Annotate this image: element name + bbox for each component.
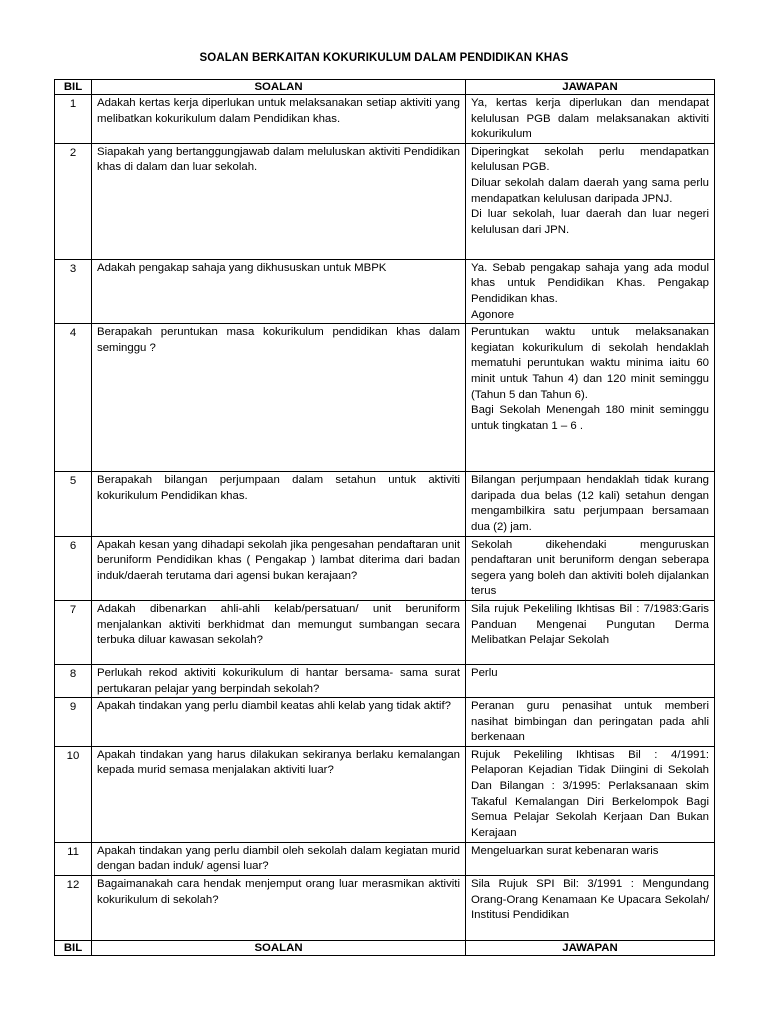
row-soalan: Apakah tindakan yang harus dilakukan sekiranya berlaku kemalangan kepada murid semasa menjalakan aktiviti luar?: [92, 746, 466, 842]
jawapan-line: Sila Rujuk SPI Bil: 3/1991 : Mengundang Orang-Orang Kenamaan Ke Upacara Sekolah/ Institusi Pendidikan: [471, 878, 709, 922]
table-row: [55, 746, 715, 842]
jawapan-line: Agonore: [471, 308, 515, 321]
row-jawapan: [466, 143, 715, 259]
jawapan-line: Di luar sekolah, luar daerah dan luar negeri kelulusan dari JPN.: [471, 208, 709, 236]
jawapan-line: Diperingkat sekolah perlu mendapatkan kelulusan PGB.: [471, 145, 709, 174]
table-row: [55, 95, 715, 144]
row-jawapan: [466, 324, 715, 472]
table-body: [55, 95, 715, 941]
header-jawapan: JAWAPAN: [466, 80, 715, 95]
row-bil: 6: [55, 536, 92, 600]
row-soalan: Berapakah bilangan perjumpaan dalam setahun untuk aktiviti kokurikulum Pendidikan khas.: [92, 472, 466, 536]
header-bil: BIL: [55, 80, 92, 95]
table-row: [55, 536, 715, 600]
jawapan-line: Sila rujuk Pekeliling Ikhtisas Bil : 7/1983:Garis Panduan Mengenai Pungutan Derma Melibatkan Pelajar Sekolah: [471, 602, 709, 647]
jawapan-line: Perlu: [471, 666, 498, 679]
jawapan-line: Bilangan perjumpaan hendaklah tidak kurang daripada dua belas (12 kali) setahun dengan mengambilkira satu perjumpaan bersamaan dua (2) jam.: [471, 474, 709, 533]
footer-jawapan: JAWAPAN: [466, 941, 715, 956]
footer-soalan: SOALAN: [92, 941, 466, 956]
row-jawapan: [466, 746, 715, 842]
row-jawapan: [466, 664, 715, 697]
row-bil: 2: [55, 143, 92, 259]
qa-table: [54, 79, 715, 956]
row-bil: 7: [55, 600, 92, 664]
page-title: SOALAN BERKAITAN KOKURIKULUM DALAM PENDIDIKAN KHAS: [199, 52, 569, 64]
row-jawapan: [466, 259, 715, 323]
row-soalan: Bagaimanakah cara hendak menjemput orang luar merasmikan aktiviti kokurikulum di sekolah?: [92, 876, 466, 941]
row-soalan: Siapakah yang bertanggungjawab dalam meluluskan aktiviti Pendidikan khas di dalam dan luar sekolah.: [92, 143, 466, 259]
row-jawapan: [466, 536, 715, 600]
jawapan-line: Ya, kertas kerja diperlukan dan mendapat kelulusan PGB dalam melaksanakan aktiviti kokurikulum: [471, 97, 709, 141]
row-bil: 11: [55, 842, 92, 875]
row-bil: 1: [55, 95, 92, 144]
row-jawapan: [466, 600, 715, 664]
row-soalan: Apakah tindakan yang perlu diambil keatas ahli kelab yang tidak aktif?: [92, 698, 466, 747]
row-jawapan: [466, 95, 715, 144]
row-bil: 12: [55, 876, 92, 941]
table-row: [55, 664, 715, 697]
table-row: [55, 259, 715, 323]
row-jawapan: [466, 698, 715, 747]
table-row: [55, 143, 715, 259]
row-bil: 3: [55, 259, 92, 323]
row-bil: 8: [55, 664, 92, 697]
table-row: [55, 472, 715, 536]
row-soalan: Apakah tindakan yang perlu diambil oleh sekolah dalam kegiatan murid dengan badan induk/ agensi luar?: [92, 842, 466, 875]
row-soalan: Berapakah peruntukan masa kokurikulum pendidikan khas dalam seminggu ?: [92, 324, 466, 472]
table-row: [55, 876, 715, 941]
table-row: [55, 842, 715, 875]
jawapan-line: Sekolah dikehendaki menguruskan pendaftaran unit beruniform dengan seberapa segera yang boleh dan aktiviti boleh dijalankan terus: [471, 538, 709, 598]
jawapan-line: Ya. Sebab pengakap sahaja yang ada modul khas untuk Pendidikan Khas. Pengakap Pendidikan khas.: [471, 261, 709, 305]
row-bil: 9: [55, 698, 92, 747]
row-jawapan: [466, 876, 715, 941]
table-row: [55, 600, 715, 664]
jawapan-line: Peruntukan waktu untuk melaksanakan kegiatan kokurikulum di sekolah hendaklah mematuhi peruntukan waktu minima iaitu 60 minit untuk Tahun 4) dan 120 minit seminggu (Tahun 5 dan Tahun 6).: [471, 326, 709, 401]
row-soalan: Adakah kertas kerja diperlukan untuk melaksanakan setiap aktiviti yang melibatkan kokurikulum dalam Pendidikan khas.: [92, 95, 466, 144]
row-jawapan: [466, 472, 715, 536]
jawapan-line: Bagi Sekolah Menengah 180 minit seminggu untuk tingkatan 1 – 6 .: [471, 404, 709, 432]
row-bil: 10: [55, 746, 92, 842]
row-soalan: Adakah dibenarkan ahli-ahli kelab/persatuan/ unit beruniform menjalankan aktiviti berkhidmat dan memungut sumbangan secara terbuka diluar kawasan sekolah?: [92, 600, 466, 664]
table-row: [55, 698, 715, 747]
table-row: [55, 324, 715, 472]
row-soalan: Adakah pengakap sahaja yang dikhususkan untuk MBPK: [92, 259, 466, 323]
row-jawapan: [466, 842, 715, 875]
jawapan-line: Rujuk Pekeliling Ikhtisas Bil : 4/1991: Pelaporan Kejadian Tidak Diingini di Sekolah Dan Bilangan : 3/1995: Perlaksanaan skim Takaful Kemalangan Diri Berkelompok Bagi Semua Pelajar Sekolah Kerjaan Dan Bukan Kerajaan: [471, 748, 709, 839]
row-soalan: Apakah kesan yang dihadapi sekolah jika pengesahan pendaftaran unit beruniform Pendidikan khas ( Pengakap ) lambat diterima dari badan induk/daerah terutama dari agensi bukan kerajaan?: [92, 536, 466, 600]
jawapan-line: Mengeluarkan surat kebenaran waris: [471, 844, 659, 857]
header-soalan: SOALAN: [92, 80, 466, 95]
row-bil: 5: [55, 472, 92, 536]
table-footer-row: [55, 941, 715, 956]
table-header-row: [55, 80, 715, 95]
jawapan-line: Peranan guru penasihat untuk memberi nasihat bimbingan dan peringatan pada ahli berkenaan: [471, 700, 709, 744]
row-soalan: Perlukah rekod aktiviti kokurikulum di hantar bersama- sama surat pertukaran pelajar yang berpindah sekolah?: [92, 664, 466, 697]
jawapan-line: Diluar sekolah dalam daerah yang sama perlu mendapatkan kelulusan daripada JPNJ.: [471, 176, 709, 205]
row-bil: 4: [55, 324, 92, 472]
footer-bil: BIL: [55, 941, 92, 956]
